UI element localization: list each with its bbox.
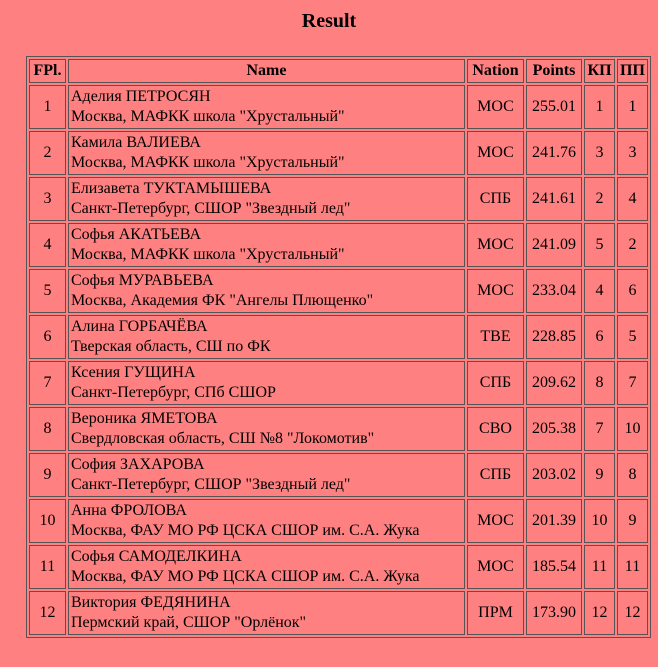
skater-name: Софья МУРАВЬЕВА	[71, 272, 214, 289]
skater-name: Алина ГОРБАЧЁВА	[71, 318, 208, 335]
cell-points: 173.90	[526, 591, 582, 635]
cell-points: 241.76	[526, 131, 582, 175]
cell-kp: 4	[584, 269, 615, 313]
cell-nation: ТВЕ	[467, 315, 524, 359]
skater-name: Ксения ГУЩИНА	[71, 364, 196, 381]
skater-name: Анна ФРОЛОВА	[71, 502, 187, 519]
cell-name	[68, 453, 465, 497]
table-row	[29, 85, 648, 129]
cell-nation: МОС	[467, 269, 524, 313]
skater-name: София ЗАХАРОВА	[71, 456, 205, 473]
cell-kp: 5	[584, 223, 615, 267]
cell-kp: 2	[584, 177, 615, 221]
cell-place: 2	[29, 131, 66, 175]
cell-name	[68, 177, 465, 221]
skater-name: Аделия ПЕТРОСЯН	[71, 88, 211, 105]
page-title: Result	[301, 10, 357, 32]
cell-name	[68, 545, 465, 589]
skater-club: Санкт-Петербург, СШОР "Звездный лед"	[71, 200, 351, 217]
cell-nation: СПБ	[467, 361, 524, 405]
cell-points: 233.04	[526, 269, 582, 313]
cell-place: 7	[29, 361, 66, 405]
skater-name: Софья САМОДЕЛКИНА	[71, 548, 242, 565]
cell-nation: МОС	[467, 85, 524, 129]
skater-club: Москва, ФАУ МО РФ ЦСКА СШОР им. С.А. Жука	[71, 522, 420, 539]
table-row	[29, 315, 648, 359]
skater-club: Москва, МАФКК школа "Хрустальный"	[71, 154, 345, 171]
table-row	[29, 177, 648, 221]
skater-name: Виктория ФЕДЯНИНА	[71, 594, 231, 611]
cell-nation: СПБ	[467, 177, 524, 221]
cell-points: 241.61	[526, 177, 582, 221]
cell-place: 4	[29, 223, 66, 267]
table-row	[29, 361, 648, 405]
cell-pp: 9	[617, 499, 648, 543]
cell-points: 241.09	[526, 223, 582, 267]
header-points: Points	[526, 59, 582, 83]
cell-nation: МОС	[467, 131, 524, 175]
cell-kp: 3	[584, 131, 615, 175]
table-row	[29, 499, 648, 543]
cell-place: 12	[29, 591, 66, 635]
skater-club: Пермский край, СШОР "Орлёнок"	[71, 614, 307, 631]
cell-kp: 1	[584, 85, 615, 129]
skater-name: Елизавета ТУКТАМЫШЕВА	[71, 180, 272, 197]
cell-name	[68, 407, 465, 451]
cell-points: 201.39	[526, 499, 582, 543]
cell-pp: 10	[617, 407, 648, 451]
skater-club: Москва, ФАУ МО РФ ЦСКА СШОР им. С.А. Жука	[71, 568, 420, 585]
cell-name	[68, 131, 465, 175]
cell-place: 3	[29, 177, 66, 221]
cell-kp: 7	[584, 407, 615, 451]
cell-place: 10	[29, 499, 66, 543]
header-place: FPl.	[29, 59, 66, 83]
cell-place: 11	[29, 545, 66, 589]
cell-points: 205.38	[526, 407, 582, 451]
skater-name: Камила ВАЛИЕВА	[71, 134, 201, 151]
cell-name	[68, 269, 465, 313]
cell-kp: 11	[584, 545, 615, 589]
skater-club: Москва, МАФКК школа "Хрустальный"	[71, 108, 345, 125]
cell-pp: 3	[617, 131, 648, 175]
table-row	[29, 545, 648, 589]
cell-place: 8	[29, 407, 66, 451]
header-pp: ПП	[617, 59, 648, 83]
results-body	[29, 85, 648, 635]
results-table	[26, 56, 651, 638]
table-row	[29, 131, 648, 175]
cell-nation: МОС	[467, 499, 524, 543]
table-row	[29, 453, 648, 497]
cell-points: 255.01	[526, 85, 582, 129]
header-nation: Nation	[467, 59, 524, 83]
skater-club: Тверская область, СШ по ФК	[71, 338, 271, 355]
cell-name	[68, 591, 465, 635]
cell-kp: 6	[584, 315, 615, 359]
cell-pp: 8	[617, 453, 648, 497]
cell-pp: 11	[617, 545, 648, 589]
cell-name	[68, 315, 465, 359]
cell-place: 6	[29, 315, 66, 359]
cell-points: 209.62	[526, 361, 582, 405]
header-kp: КП	[584, 59, 615, 83]
cell-pp: 2	[617, 223, 648, 267]
cell-name	[68, 361, 465, 405]
skater-club: Санкт-Петербург, СПб СШОР	[71, 384, 276, 401]
cell-points: 185.54	[526, 545, 582, 589]
cell-nation: ПРМ	[467, 591, 524, 635]
cell-kp: 12	[584, 591, 615, 635]
cell-points: 203.02	[526, 453, 582, 497]
table-row	[29, 591, 648, 635]
cell-pp: 4	[617, 177, 648, 221]
cell-nation: МОС	[467, 545, 524, 589]
table-row	[29, 407, 648, 451]
cell-pp: 5	[617, 315, 648, 359]
skater-club: Москва, МАФКК школа "Хрустальный"	[71, 246, 345, 263]
skater-name: Софья АКАТЬЕВА	[71, 226, 202, 243]
cell-name	[68, 85, 465, 129]
skater-club: Москва, Академия ФК "Ангелы Плющенко"	[71, 292, 374, 309]
cell-nation: МОС	[467, 223, 524, 267]
table-row	[29, 223, 648, 267]
cell-place: 9	[29, 453, 66, 497]
cell-place: 5	[29, 269, 66, 313]
table-header-row	[29, 59, 648, 83]
skater-name: Вероника ЯМЕТОВА	[71, 410, 218, 427]
cell-nation: СВО	[467, 407, 524, 451]
skater-club: Санкт-Петербург, СШОР "Звездный лед"	[71, 476, 351, 493]
skater-club: Свердловская область, СШ №8 "Локомотив"	[71, 430, 375, 447]
cell-pp: 7	[617, 361, 648, 405]
cell-kp: 9	[584, 453, 615, 497]
table-row	[29, 269, 648, 313]
cell-name	[68, 499, 465, 543]
cell-place: 1	[29, 85, 66, 129]
cell-pp: 12	[617, 591, 648, 635]
cell-pp: 6	[617, 269, 648, 313]
cell-kp: 8	[584, 361, 615, 405]
cell-pp: 1	[617, 85, 648, 129]
cell-name	[68, 223, 465, 267]
header-name: Name	[68, 59, 465, 83]
cell-kp: 10	[584, 499, 615, 543]
cell-nation: СПБ	[467, 453, 524, 497]
cell-points: 228.85	[526, 315, 582, 359]
